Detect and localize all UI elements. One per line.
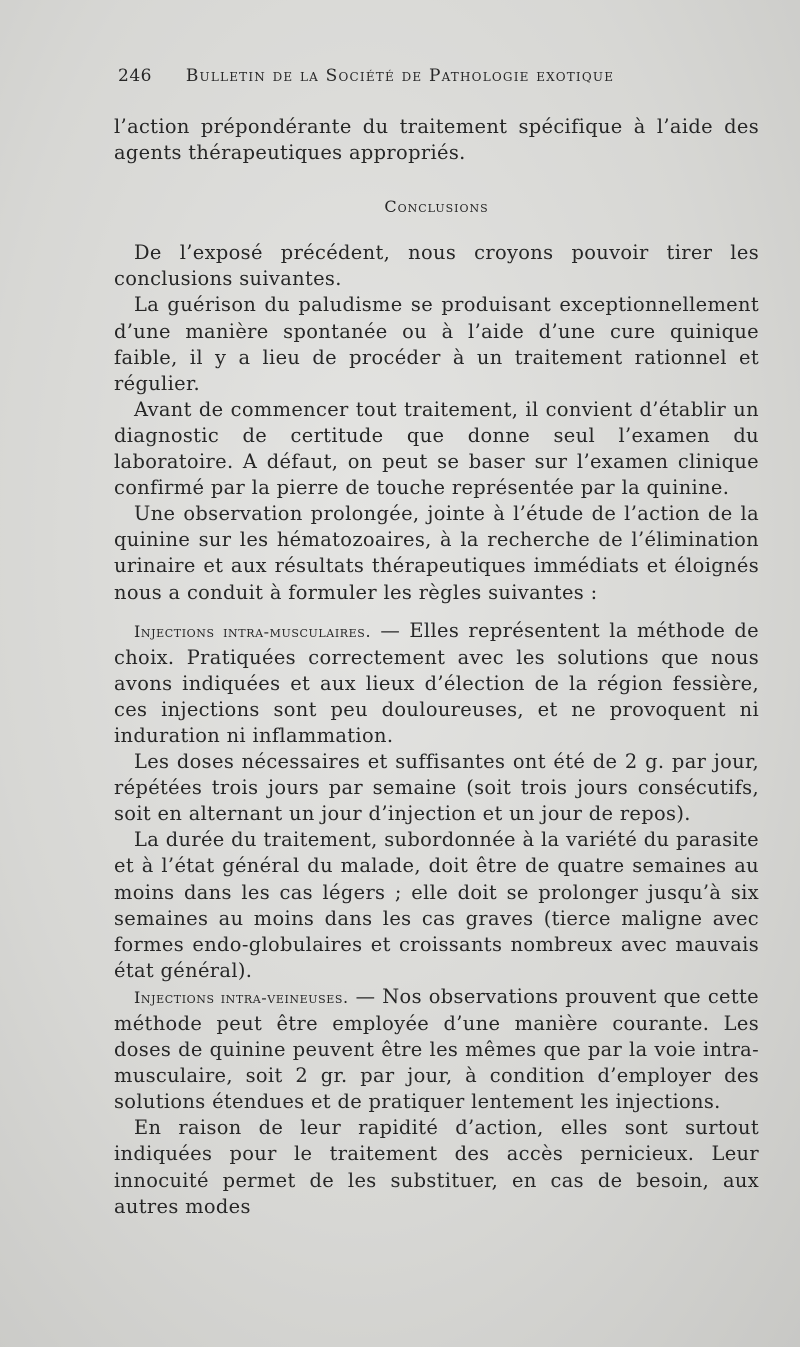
im-text: — Elles représentent la méthode de choix. Pratiquées correctement avec les solutions que nous avons indiquées et aux lieux d’élection de la région fessière, ces injections sont peu douloureuses, et ne provoquent ni induration ni inflammation. — [114, 618, 760, 747]
paragraph: Les doses nécessaires et suffisantes ont été de 2 g. par jour, répétées trois jours par semaine (soit trois jours consécutifs, soit en alternant un jour d’injection et un jour de repos). — [114, 750, 759, 826]
paragraph: De l’exposé précédent, nous croyons pouvoir tirer les conclusions suivantes. — [114, 241, 759, 291]
paragraph: La durée du traitement, subordonnée à la variété du parasite et à l’état général du malade, doit être de quatre semaines au moins dans les cas légers ; elle doit se prolonger jusqu’à six semaines au moins dans les cas graves (tierce maligne avec formes endo-globulaires et croissants nombreux avec mauvais état général). — [114, 828, 759, 982]
im-paragraph — [114, 618, 759, 749]
running-title: Bulletin de la Société de Pathologie exotique — [185, 66, 615, 86]
iv-paragraph — [114, 984, 759, 1115]
body-text — [114, 114, 759, 1220]
iv-heading: Injections intra-veineuses. — [134, 987, 349, 1007]
running-header — [118, 66, 678, 86]
paragraph: En raison de leur rapidité d’action, elles sont surtout indiquées pour le traitement des accès pernicieux. Leur innocuité permet de les substituer, en cas de besoin, aux autres modes — [114, 1116, 759, 1218]
intro-paragraph: l’action prépondérante du traitement spécifique à l’aide des agents thérapeutiques appropriés. — [114, 115, 759, 165]
section-title: Conclusions — [384, 197, 489, 217]
paragraph: La guérison du paludisme se produisant exceptionnellement d’une manière spontanée ou à l’aide d’une cure quinique faible, il y a lieu de procéder à un traitement rationnel et régulier. — [114, 293, 759, 395]
paragraph: Une observation prolongée, jointe à l’étude de l’action de la quinine sur les hématozoaires, à la recherche de l’élimination urinaire et aux résultats thérapeutiques immédiats et éloignés nous a conduit à formuler les règles suivantes : — [114, 502, 759, 604]
im-heading: Injections intra-musculaires. — [134, 621, 372, 641]
paragraph: Avant de commencer tout traitement, il convient d’établir un diagnostic de certitude que donne seul l’examen du laboratoire. A défaut, on peut se baser sur l’examen clinique confirmé par la pierre de touche représentée par la quinine. — [114, 397, 759, 500]
iv-text: — Nos observations prouvent que cette méthode peut être employée d’une manière courante. Les doses de quinine peuvent être les mêmes que par la voie intra-musculaire, soit 2 gr. par jour, à condition d’employer des solutions étendues et de pratiquer lentement les injections. — [114, 984, 759, 1114]
page-number: 246 — [118, 66, 152, 86]
